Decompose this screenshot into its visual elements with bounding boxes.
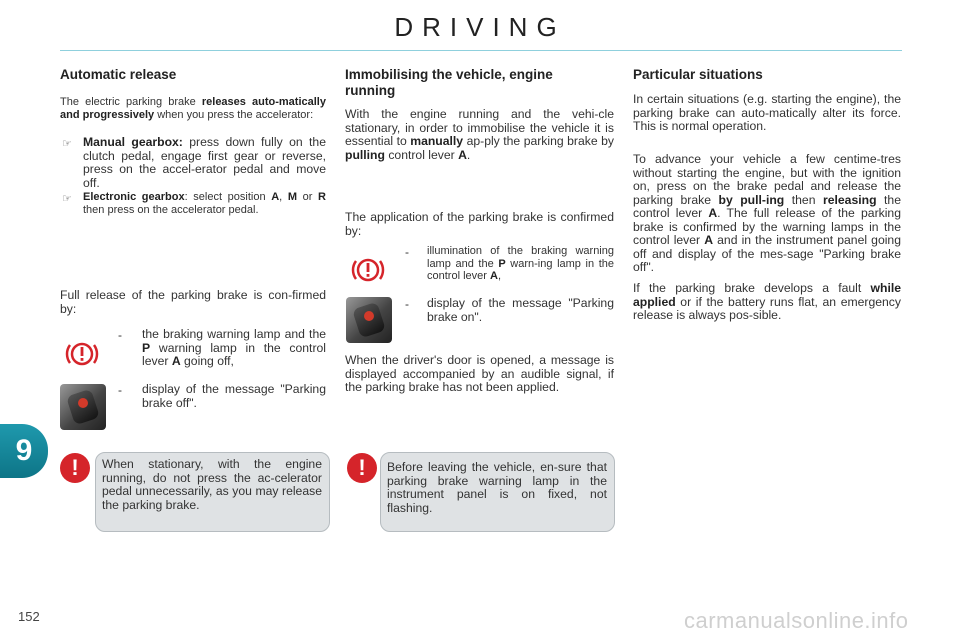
col1-message-off: display of the message "Parking brake off". — [142, 382, 326, 410]
col2-indicator-lamps: illumination of the braking warning lamp and the P warn-ing lamp in the control lever A, — [427, 245, 614, 282]
note-box-stationary — [95, 452, 330, 532]
dash-marker: - — [118, 328, 122, 342]
col3-p3: If the parking brake develops a fault while applied or if the battery runs flat, an emergency release is always pos-sible. — [633, 281, 901, 322]
heading-immobilising: Immobilising the vehicle, engine running — [345, 67, 553, 98]
col1-indicator-lamps: the braking warning lamp and the P warning lamp in the control lever A going off, — [142, 327, 326, 368]
dash-marker: - — [118, 383, 122, 397]
note-leaving-text: Before leaving the vehicle, en-sure that parking brake warning lamp in the instrument panel is on fixed, not flashing. — [387, 460, 607, 515]
brake-warning-lamp-icon — [351, 253, 385, 287]
page-number: 152 — [18, 609, 40, 624]
page-title: DRIVING — [394, 12, 566, 42]
warning-icon: ! — [347, 453, 377, 483]
warning-icon: ! — [60, 453, 90, 483]
col2-p2: The application of the parking brake is confirmed by: — [345, 210, 614, 238]
col2-p3: When the driver's door is opened, a message is displayed accompanied by an audible signal, if the parking brake has not been applied. — [345, 353, 614, 394]
dash-marker: - — [405, 245, 409, 259]
note-stationary-text: When stationary, with the engine running, do not press the ac-celerator pedal unnecessarily, as you may release the parking brake. — [102, 457, 322, 512]
col1-full-release: Full release of the parking brake is con-firmed by: — [60, 288, 326, 316]
note-box-leaving — [380, 452, 615, 532]
watermark: carmanualsonline.info — [684, 608, 909, 633]
heading-automatic-release: Automatic release — [60, 67, 177, 82]
col2-p1: With the engine running and the vehi-cle stationary, in order to immobilise the vehicle it is essential to manually ap-ply the parking brake by pulling control lever A. — [345, 107, 614, 162]
header-rule — [60, 50, 902, 51]
col3-p1: In certain situations (e.g. starting the engine), the parking brake can auto-matically alter its force. This is normal operation. — [633, 92, 901, 133]
heading-particular-situations: Particular situations — [633, 67, 763, 82]
chapter-tab: 9 — [0, 424, 48, 478]
manual-gearbox-item: Manual gearbox: press down fully on the clutch pedal, engage first gear or reverse, press on the accel-erator pedal and move off. — [83, 135, 326, 190]
dash-marker: - — [405, 297, 409, 311]
col1-intro: The electric parking brake releases auto-matically and progressively when you press the accelerator: — [60, 96, 326, 121]
brake-warning-lamp-icon — [65, 337, 99, 371]
electronic-gearbox-item: Electronic gearbox: select position A, M or R then press on the accelerator pedal. — [83, 191, 326, 216]
pointing-hand-icon: ☞ — [62, 138, 72, 150]
col2-message-on: display of the message "Parking brake on". — [427, 296, 614, 324]
col3-p2: To advance your vehicle a few centime-tres without starting the engine, but with the ignition on, press on the brake pedal and release the parking brake by pull-ing then releasing the control lever A. The full release of the parking brake is confirmed by the warning lamps in the control lever A and in the instrument panel going off and display of the mes-sage "Parking brake off". — [633, 152, 901, 274]
pointing-hand-icon: ☞ — [62, 193, 72, 205]
parking-brake-lever-icon — [346, 297, 392, 343]
parking-brake-lever-icon — [60, 384, 106, 430]
